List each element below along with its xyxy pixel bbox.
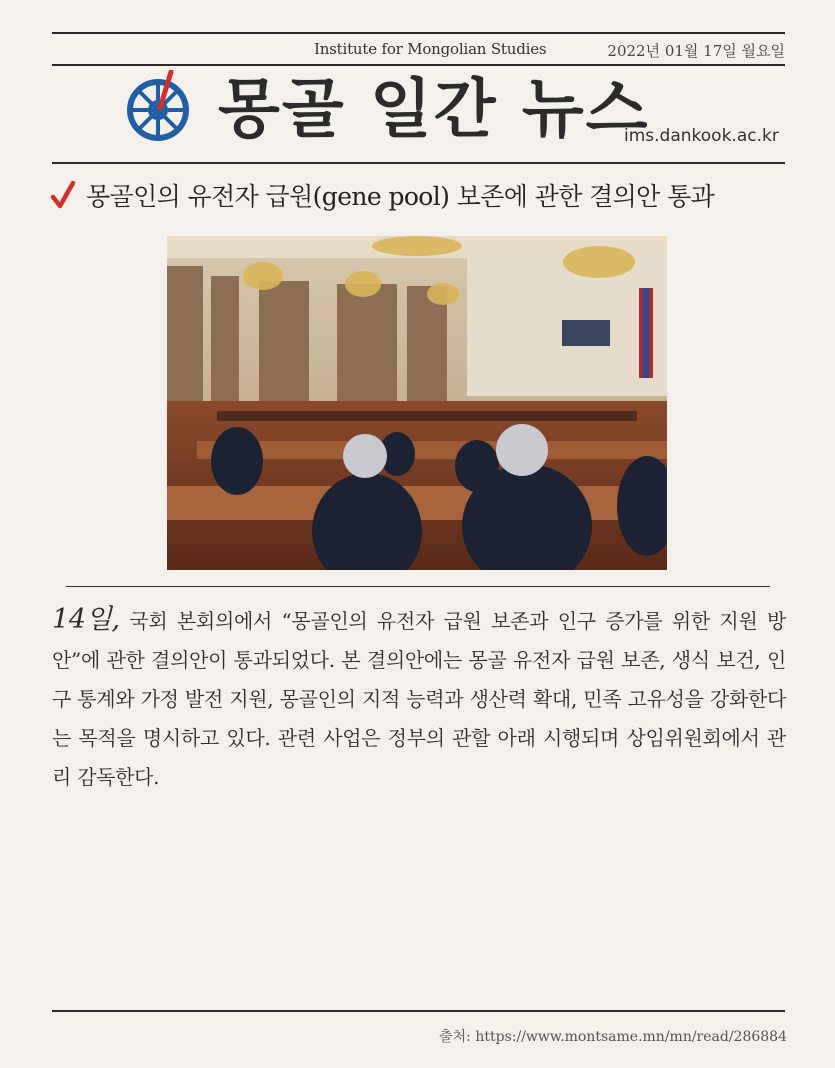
source-credit: 출처: https://www.montsame.mn/mn/read/286884 <box>439 1029 787 1045</box>
masthead-title: 몽골 일간 뉴스 <box>218 73 650 147</box>
site-url: ims.dankook.ac.kr <box>624 126 779 146</box>
headline-row <box>50 177 714 213</box>
issue-date: 2022년 01월 17일 월요일 <box>607 42 785 60</box>
footer-rule <box>52 1010 785 1012</box>
top-rule <box>52 32 785 34</box>
wheel-logo-icon <box>122 70 194 142</box>
article-text: 국회 본회의에서 “몽골인의 유전자 급원 보존과 인구 증가를 위한 지원 방안”에 관한 결의안이 통과되었다. 본 결의안에는 몽골 유전자 급원 보존, 생식 보건, 인구 통계와 가정 발전 지원, 몽골인의 지적 능력과 생산력 확대, 민족 고유성을 강화한다는 목적을 명시하고 있다. 관련 사업은 정부의 관할 아래 시행되며 상임위원회에서 관리 감독한다. <box>52 609 786 789</box>
check-icon <box>50 180 76 210</box>
masthead-rule <box>52 162 785 164</box>
article-dateline: 14일, <box>52 604 120 635</box>
article-headline: 몽골인의 유전자 급원(gene pool) 보존에 관한 결의안 통과 <box>86 182 715 211</box>
institute-name: Institute for Mongolian Studies <box>314 40 547 58</box>
parliament-photo <box>167 236 667 570</box>
article-body <box>52 600 786 797</box>
section-rule <box>66 586 770 587</box>
